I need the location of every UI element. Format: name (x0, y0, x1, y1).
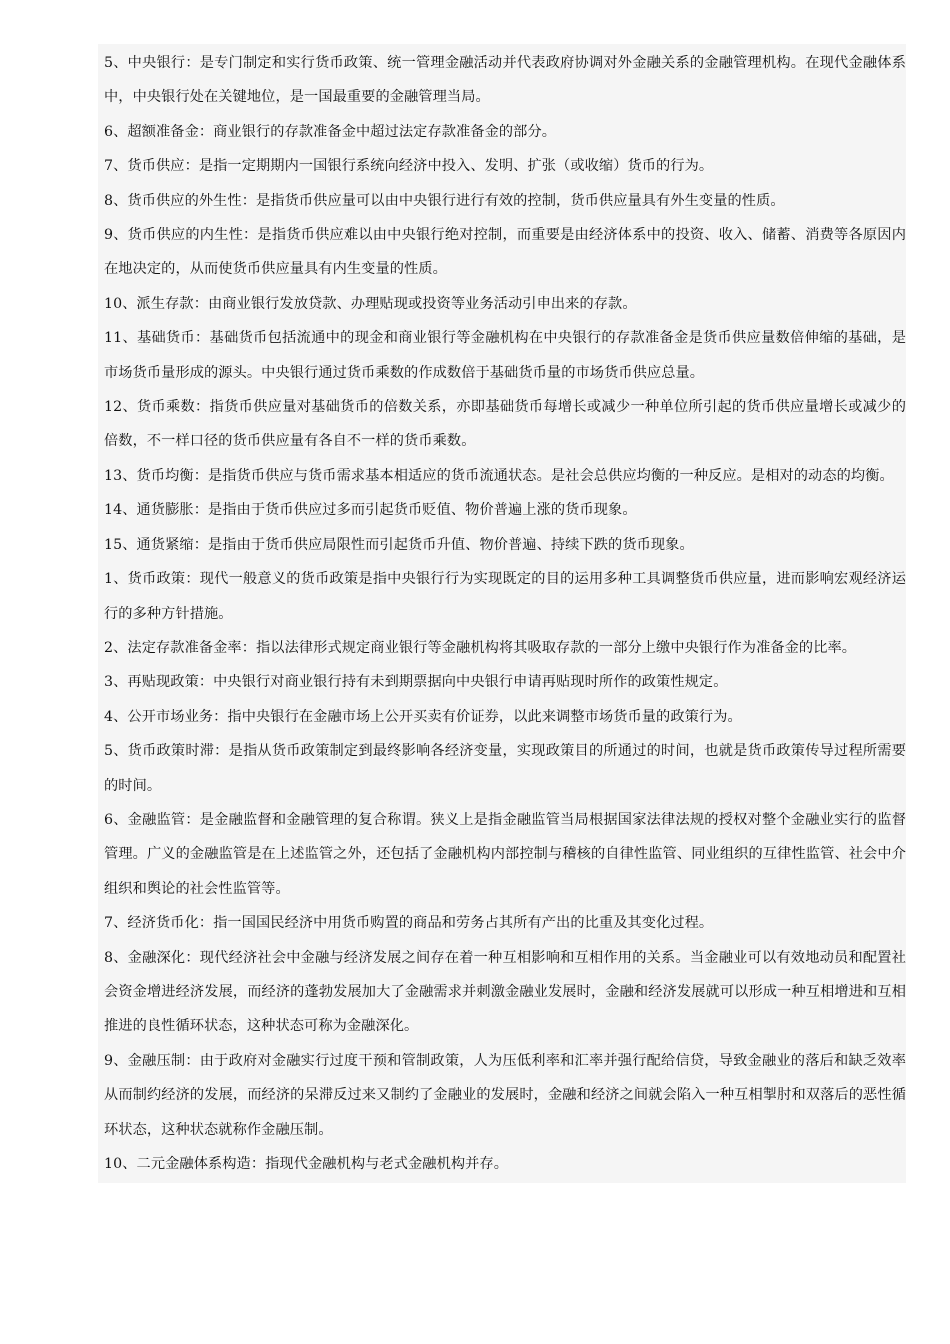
definition-deflation: 15、通货紧缩：是指由于货币供应局限性而引起货币升值、物价普遍、持续下跌的货币现象。 (104, 536, 694, 553)
definition-base-money: 11、基础货币：基础货币包括流通中的现金和商业银行等金融机构在中央银行的存款准备金是货币供应量数倍伸缩的基础，是市场货币量形成的源头。中央银行通过货币乘数的作成数倍于基础货币量的市场货币供应总量。 (104, 330, 906, 381)
definition-derivative-deposit: 10、派生存款：由商业银行发放贷款、办理贴现或投资等业务活动引申出来的存款。 (104, 295, 637, 312)
definition-reserve-ratio: 2、法定存款准备金率：指以法律形式规定商业银行等金融机构将其吸取存款的一部分上缴中央银行作为准备金的比率。 (104, 639, 857, 656)
definition-money-multiplier: 12、货币乘数：指货币供应量对基础货币的倍数关系，亦即基础货币每增长或减少一种单位所引起的货币供应量增长或减少的倍数，不一样口径的货币供应量有各自不一样的货币乘数。 (104, 399, 906, 450)
definition-inflation: 14、通货膨胀：是指由于货币供应过多而引起货币贬值、物价普遍上涨的货币现象。 (104, 502, 637, 519)
definition-monetary-policy: 1、货币政策：现代一般意义的货币政策是指中央银行行为实现既定的目的运用多种工具调整货币供应量，进而影响宏观经济运行的多种方针措施。 (104, 571, 906, 622)
definition-dual-financial-structure: 10、二元金融体系构造：指现代金融机构与老式金融机构并存。 (104, 1156, 509, 1172)
definition-policy-lag: 5、货币政策时滞：是指从货币政策制定到最终影响各经济变量，实现政策目的所通过的时间，也就是货币政策传导过程所需要的时间。 (104, 743, 906, 794)
definition-financial-deepening: 8、金融深化：现代经济社会中金融与经济发展之间存在着一种互相影响和互相作用的关系。当金融业可以有效地动员和配置社会资金增进经济发展，而经济的蓬勃发展加大了金融需求并刺激金融业发展时，金融和经济发展就可以形成一种互相增进和互相推进的良性循环状态，这种状态可称为金融深化。 (104, 949, 906, 1035)
definition-money-supply: 7、货币供应：是指一定期期内一国银行系统向经济中投入、发明、扩张（或收缩）货币的行为。 (104, 158, 714, 175)
definition-open-market: 4、公开市场业务：指中央银行在金融市场上公开买卖有价证券，以此来调整市场货币量的政策行为。 (104, 708, 742, 725)
definition-excess-reserve: 6、超额准备金：商业银行的存款准备金中超过法定存款准备金的部分。 (104, 123, 557, 140)
definition-financial-repression: 9、金融压制：由于政府对金融实行过度干预和管制政策，人为压低利率和汇率并强行配给信贷，导致金融业的落后和缺乏效率从而制约经济的发展，而经济的呆滞反过来又制约了金融业的发展时，金融和经济之间就会陷入一种互相掣肘和双落后的恶性循环状态，这种状态就称作金融压制。 (104, 1052, 906, 1138)
definition-endogenous-supply: 9、货币供应的内生性：是指货币供应难以由中央银行绝对控制，而重要是由经济体系中的投资、收入、储蓄、消费等各原因内在地决定的，从而使货币供应量具有内生变量的性质。 (104, 227, 906, 278)
definition-rediscount-policy: 3、再贴现政策：中央银行对商业银行持有未到期票据向中央银行申请再贴现时所作的政策性规定。 (104, 674, 728, 691)
document-body (98, 44, 906, 1183)
definition-central-bank: 5、中央银行：是专门制定和实行货币政策、统一管理金融活动并代表政府协调对外金融关系的金融管理机构。在现代金融体系中，中央银行处在关键地位，是一国最重要的金融管理当局。 (104, 55, 906, 106)
definition-monetization: 7、经济货币化：指一国国民经济中用货币购置的商品和劳务占其所有产出的比重及其变化过程。 (104, 915, 714, 932)
definition-monetary-equilibrium: 13、货币均衡：是指货币供应与货币需求基本相适应的货币流通状态。是社会总供应均衡的一种反应。是相对的动态的均衡。 (104, 467, 894, 484)
definition-financial-regulation: 6、金融监管：是金融监督和金融管理的复合称谓。狭义上是指金融监管当局根据国家法律法规的授权对整个金融业实行的监督管理。广义的金融监管是在上述监管之外，还包括了金融机构内部控制与稽核的自律性监管、同业组织的互律性监管、社会中介组织和舆论的社会性监管等。 (104, 811, 906, 897)
definition-exogenous-supply: 8、货币供应的外生性：是指货币供应量可以由中央银行进行有效的控制，货币供应量具有外生变量的性质。 (104, 192, 785, 209)
